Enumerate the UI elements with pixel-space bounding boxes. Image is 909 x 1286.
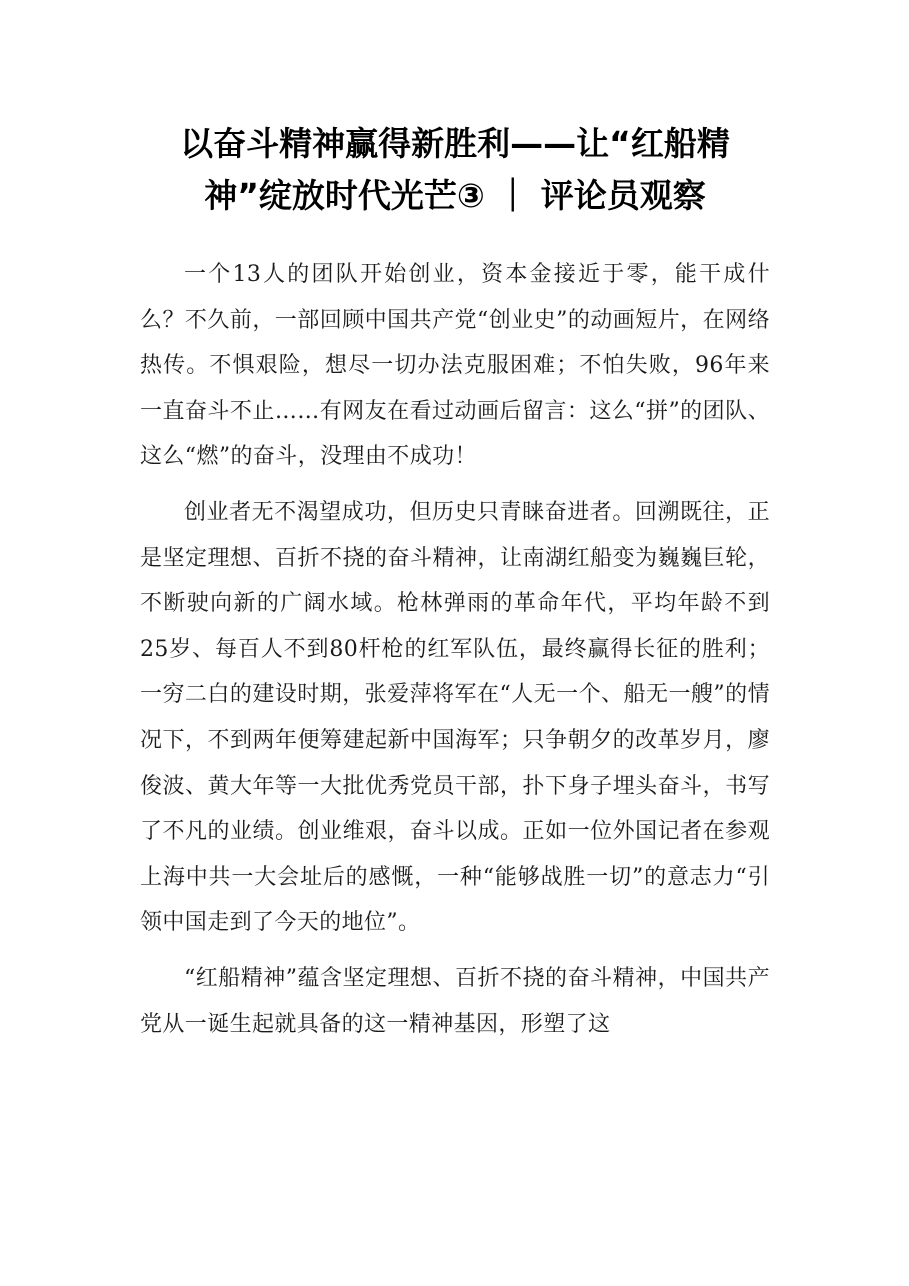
document-title: 以奋斗精神赢得新胜利——让“红船精神”绽放时代光芒③ ｜ 评论员观察: [180, 124, 730, 215]
paragraph: 创业者无不渴望成功，但历史只青睐奋进者。回溯既往，正是坚定理想、百折不挠的奋斗精神，让南湖红船变为巍巍巨轮，不断驶向新的广阔水域。枪林弹雨的革命年代，平均年龄不到25岁、每百人不到80杆枪的红军队伍，最终赢得长征的胜利；一穷二白的建设时期，张爱萍将军在“人无一个、船无一艘”的情况下，不到两年便筹建起新中国海军；只争朝夕的改革岁月，廖俊波、黄大年等一大批优秀党员干部，扑下身子埋头奋斗，书写了不凡的业绩。创业维艰，奋斗以成。正如一位外国记者在参观上海中共一大会址后的感慨，一种“能够战胜一切”的意志力“引领中国走到了今天的地位”。: [140, 499, 770, 936]
document-body: [140, 252, 770, 1057]
paragraph: “红船精神”蕴含坚定理想、百折不挠的奋斗精神，中国共产党从一诞生起就具备的这一精神基因，形塑了这: [140, 965, 770, 1037]
paragraph: 一个13人的团队开始创业，资本金接近于零，能干成什么？不久前，一部回顾中国共产党“创业史”的动画短片，在网络热传。不惧艰险，想尽一切办法克服困难；不怕失败，96年来一直奋斗不止……有网友在看过动画后留言：这么“拼”的团队、这么“燃”的奋斗，没理由不成功！: [140, 262, 770, 470]
